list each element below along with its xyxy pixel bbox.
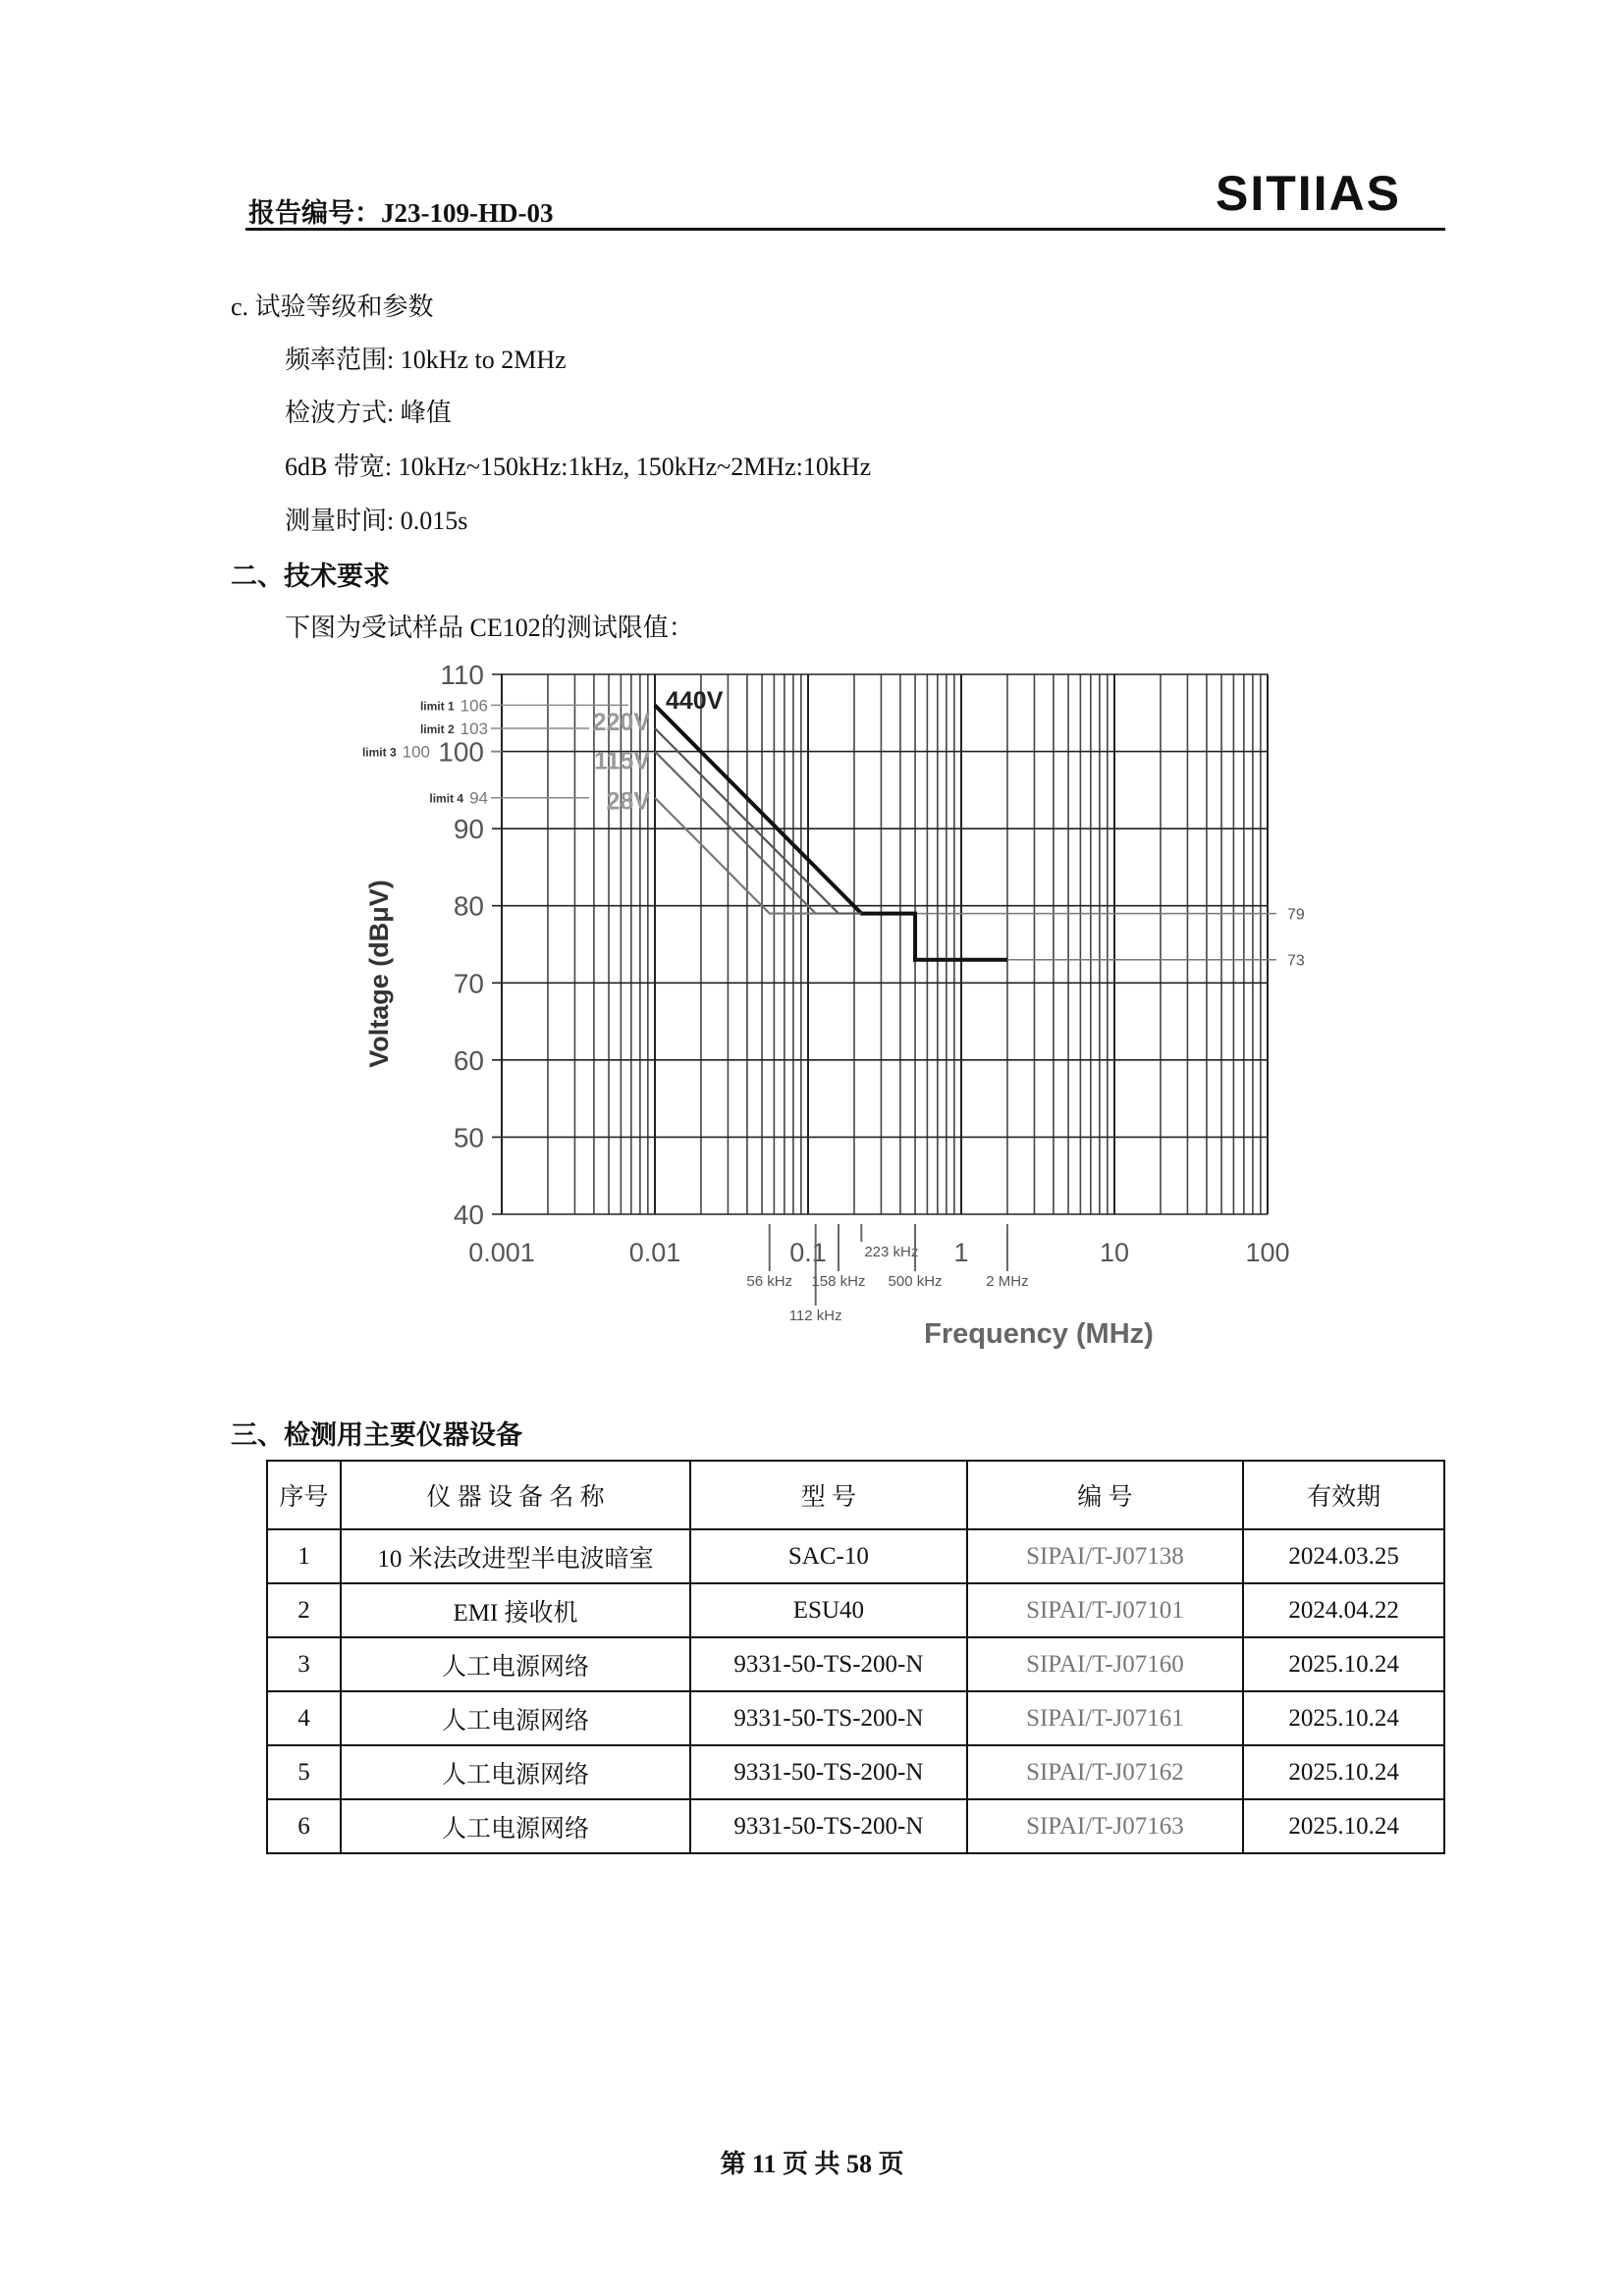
table-cell: 2025.10.24 (1243, 1799, 1444, 1853)
series-label: 115V (593, 747, 650, 775)
limit-label: limit 1 (419, 699, 455, 714)
table-cell: SIPAI/T-J07101 (967, 1583, 1244, 1637)
table-row (267, 1583, 1444, 1637)
table-row (267, 1745, 1444, 1799)
table-cell: 人工电源网络 (341, 1637, 690, 1691)
table-cell: 9331-50-TS-200-N (690, 1745, 967, 1799)
section-c-title: c. 试验等级和参数 (231, 293, 434, 321)
table-row (267, 1529, 1444, 1583)
table-cell: SIPAI/T-J07162 (967, 1745, 1244, 1799)
table-cell: 9331-50-TS-200-N (690, 1799, 967, 1853)
table-cell: 2025.10.24 (1243, 1745, 1444, 1799)
x-tick-label: 0.001 (468, 1238, 535, 1267)
x-tick-label: 100 (1245, 1238, 1290, 1267)
freq-marker-label: 158 kHz (811, 1273, 866, 1290)
right-limit-label: 79 (1287, 906, 1305, 924)
section-3-title: 三、检测用主要仪器设备 (231, 1420, 522, 1450)
equipment-table (266, 1460, 1445, 1854)
limit-label: limit 2 (419, 722, 455, 736)
table-cell: 人工电源网络 (341, 1745, 690, 1799)
table-cell: 4 (267, 1691, 341, 1745)
x-tick-label: 0.1 (789, 1238, 827, 1267)
x-axis-label: Frequency (MHz) (924, 1318, 1154, 1350)
report-number: 报告编号：J23-109-HD-03 (248, 198, 554, 228)
table-row (267, 1691, 1444, 1745)
table-cell: 9331-50-TS-200-N (690, 1691, 967, 1745)
right-limit-label: 73 (1287, 952, 1305, 970)
column-header: 序号 (267, 1461, 341, 1529)
section-2-title: 二、技术要求 (231, 561, 390, 591)
series-label: 440V (666, 687, 724, 715)
table-cell: 6 (267, 1799, 341, 1853)
company-logo: SITIIAS (1216, 166, 1402, 221)
y-tick-label: 60 (453, 1044, 484, 1076)
limit-value: 103 (460, 720, 488, 738)
y-tick-label: 70 (453, 968, 484, 999)
y-tick-label: 50 (453, 1122, 484, 1153)
table-cell: SIPAI/T-J07163 (967, 1799, 1244, 1853)
series-line-220V (655, 728, 861, 914)
measurement-time: 测量时间: 0.015s (285, 507, 468, 535)
freq-range: 频率范围: 10kHz to 2MHz (285, 346, 567, 374)
table-cell: 3 (267, 1637, 341, 1691)
table-cell: 2025.10.24 (1243, 1691, 1444, 1745)
table-cell: 人工电源网络 (341, 1799, 690, 1853)
x-tick-label: 0.01 (628, 1238, 681, 1267)
column-header: 仪 器 设 备 名 称 (341, 1461, 690, 1529)
column-header: 编 号 (967, 1461, 1244, 1529)
y-tick-label: 90 (453, 814, 484, 845)
y-tick-label: 40 (453, 1200, 484, 1230)
table-cell: 9331-50-TS-200-N (690, 1637, 967, 1691)
column-header: 有效期 (1243, 1461, 1444, 1529)
table-cell: SIPAI/T-J07138 (967, 1529, 1244, 1583)
table-cell: 1 (267, 1529, 341, 1583)
detector: 检波方式: 峰值 (285, 399, 452, 427)
y-tick-label: 100 (438, 736, 484, 768)
table-cell: ESU40 (690, 1583, 967, 1637)
table-header-row (267, 1461, 1444, 1529)
table-row (267, 1637, 1444, 1691)
table-cell: 2025.10.24 (1243, 1637, 1444, 1691)
limit-value: 100 (402, 742, 430, 762)
series-line-28V (655, 798, 816, 914)
limit-label: limit 3 (361, 745, 397, 760)
table-cell: 2 (267, 1583, 341, 1637)
freq-marker-label: 223 kHz (864, 1244, 919, 1260)
table-cell: 2024.04.22 (1243, 1583, 1444, 1637)
table-cell: EMI 接收机 (341, 1583, 690, 1637)
bandwidth: 6dB 带宽: 10kHz~150kHz:1kHz, 150kHz~2MHz:10kHz (285, 453, 872, 481)
table-cell: 5 (267, 1745, 341, 1799)
table-cell: SAC-10 (690, 1529, 967, 1583)
y-tick-label: 80 (453, 890, 484, 922)
series-label: 220V (592, 709, 650, 736)
table-row (267, 1799, 1444, 1853)
table-cell: 2024.03.25 (1243, 1529, 1444, 1583)
limit-value: 106 (460, 696, 488, 716)
table-cell: SIPAI/T-J07160 (967, 1637, 1244, 1691)
chart-intro: 下图为受试样品 CE102的测试限值： (285, 614, 694, 642)
y-tick-label: 110 (440, 660, 484, 690)
x-tick-label: 1 (953, 1238, 969, 1267)
table-cell: 10 米法改进型半电波暗室 (341, 1529, 690, 1583)
table-cell: SIPAI/T-J07161 (967, 1691, 1244, 1745)
limit-label: limit 4 (429, 791, 464, 806)
column-header: 型 号 (690, 1461, 967, 1529)
freq-marker-label: 56 kHz (746, 1273, 793, 1290)
freq-marker-label: 2 MHz (986, 1273, 1029, 1290)
limit-value: 94 (469, 788, 488, 808)
series-label: 28V (606, 787, 650, 816)
page-footer: 第 11 页 共 58 页 (720, 2150, 904, 2178)
x-tick-label: 10 (1099, 1238, 1130, 1267)
freq-marker-label: 112 kHz (788, 1308, 842, 1324)
y-axis-label: Voltage (dBμV) (364, 880, 394, 1068)
table-cell: 人工电源网络 (341, 1691, 690, 1745)
freq-marker-label: 500 kHz (888, 1273, 943, 1290)
